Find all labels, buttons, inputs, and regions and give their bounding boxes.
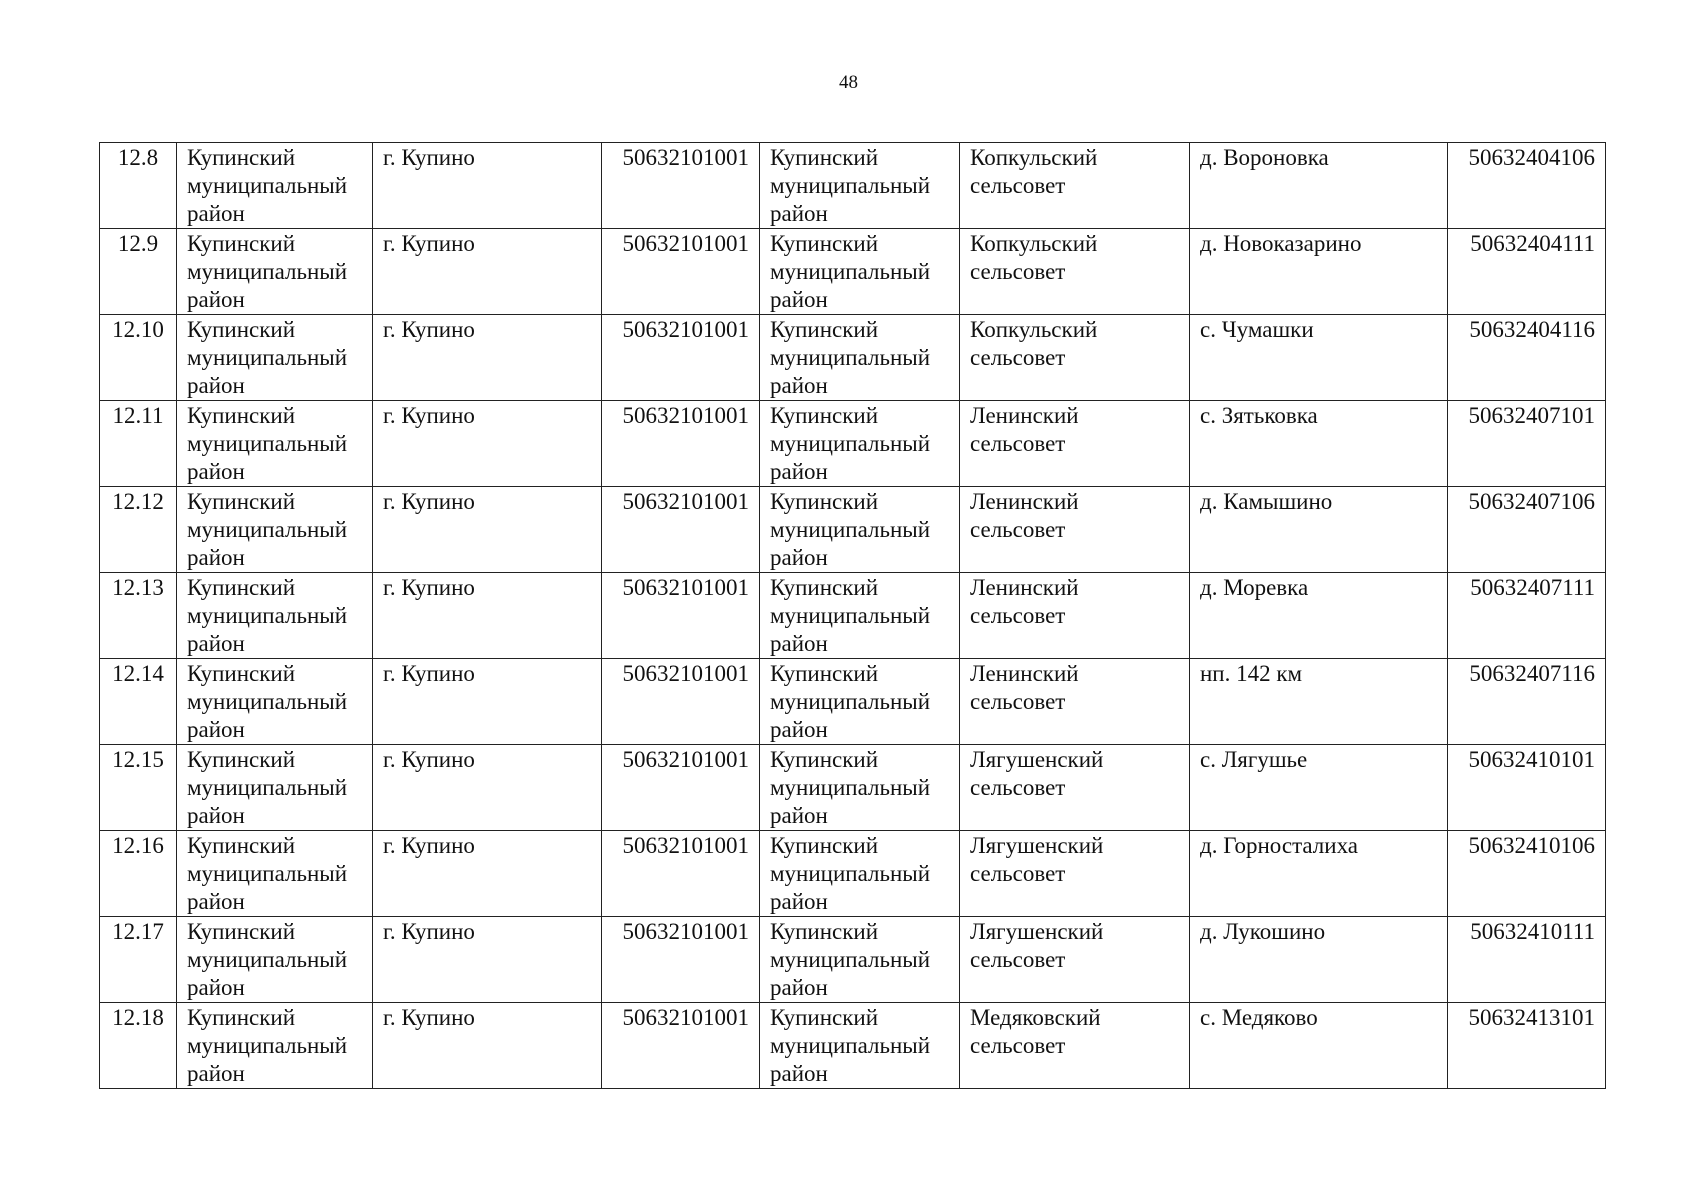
village-council-cell: Ленинский сельсовет [960, 659, 1190, 745]
admin-center-cell: г. Купино [373, 1003, 602, 1089]
table-row [100, 831, 1606, 917]
row-number-cell: 12.17 [100, 917, 177, 1003]
settlement-cell: д. Новоказарино [1190, 229, 1448, 315]
row-number-cell: 12.11 [100, 401, 177, 487]
settlement-code-cell: 50632407116 [1448, 659, 1606, 745]
admin-center-code-cell: 50632101001 [602, 831, 760, 917]
page-number: 48 [839, 72, 858, 93]
settlement-code-cell: 50632404111 [1448, 229, 1606, 315]
row-number-cell: 12.13 [100, 573, 177, 659]
table-row [100, 487, 1606, 573]
admin-center-cell: г. Купино [373, 831, 602, 917]
row-number-cell: 12.18 [100, 1003, 177, 1089]
settlement-code-cell: 50632404106 [1448, 143, 1606, 229]
district-cell: Купинский муниципальный район [177, 401, 373, 487]
settlement-code-cell: 50632410101 [1448, 745, 1606, 831]
row-number-cell: 12.15 [100, 745, 177, 831]
table-row [100, 745, 1606, 831]
admin-center-cell: г. Купино [373, 143, 602, 229]
settlement-code-cell: 50632407106 [1448, 487, 1606, 573]
settlements-table [99, 142, 1606, 1089]
admin-center-code-cell: 50632101001 [602, 917, 760, 1003]
admin-center-cell: г. Купино [373, 315, 602, 401]
table-row [100, 229, 1606, 315]
settlement-code-cell: 50632404116 [1448, 315, 1606, 401]
settlement-cell: д. Камышино [1190, 487, 1448, 573]
settlement-cell: д. Лукошино [1190, 917, 1448, 1003]
admin-center-cell: г. Купино [373, 745, 602, 831]
admin-center-code-cell: 50632101001 [602, 315, 760, 401]
admin-center-code-cell: 50632101001 [602, 573, 760, 659]
village-council-cell: Лягушенский сельсовет [960, 917, 1190, 1003]
table-row [100, 659, 1606, 745]
admin-center-cell: г. Купино [373, 917, 602, 1003]
settlement-cell: д. Моревка [1190, 573, 1448, 659]
village-council-cell: Копкульский сельсовет [960, 315, 1190, 401]
settlement-cell: с. Чумашки [1190, 315, 1448, 401]
municipal-district-cell: Купинский муниципальный район [760, 659, 960, 745]
table-row [100, 573, 1606, 659]
admin-center-cell: г. Купино [373, 487, 602, 573]
settlement-cell: с. Лягушье [1190, 745, 1448, 831]
settlement-cell: нп. 142 км [1190, 659, 1448, 745]
table-row [100, 917, 1606, 1003]
settlement-code-cell: 50632407101 [1448, 401, 1606, 487]
row-number-cell: 12.16 [100, 831, 177, 917]
district-cell: Купинский муниципальный район [177, 1003, 373, 1089]
district-cell: Купинский муниципальный район [177, 229, 373, 315]
village-council-cell: Лягушенский сельсовет [960, 831, 1190, 917]
row-number-cell: 12.8 [100, 143, 177, 229]
village-council-cell: Копкульский сельсовет [960, 143, 1190, 229]
settlement-code-cell: 50632413101 [1448, 1003, 1606, 1089]
admin-center-code-cell: 50632101001 [602, 1003, 760, 1089]
admin-center-code-cell: 50632101001 [602, 229, 760, 315]
district-cell: Купинский муниципальный район [177, 315, 373, 401]
village-council-cell: Копкульский сельсовет [960, 229, 1190, 315]
district-cell: Купинский муниципальный район [177, 745, 373, 831]
admin-center-cell: г. Купино [373, 401, 602, 487]
settlement-cell: с. Зятьковка [1190, 401, 1448, 487]
table-row [100, 401, 1606, 487]
village-council-cell: Медяковский сельсовет [960, 1003, 1190, 1089]
village-council-cell: Лягушенский сельсовет [960, 745, 1190, 831]
admin-center-code-cell: 50632101001 [602, 487, 760, 573]
village-council-cell: Ленинский сельсовет [960, 487, 1190, 573]
village-council-cell: Ленинский сельсовет [960, 573, 1190, 659]
table-row [100, 143, 1606, 229]
row-number-cell: 12.12 [100, 487, 177, 573]
municipal-district-cell: Купинский муниципальный район [760, 745, 960, 831]
district-cell: Купинский муниципальный район [177, 659, 373, 745]
municipal-district-cell: Купинский муниципальный район [760, 917, 960, 1003]
admin-center-cell: г. Купино [373, 573, 602, 659]
district-cell: Купинский муниципальный район [177, 487, 373, 573]
municipal-district-cell: Купинский муниципальный район [760, 229, 960, 315]
settlement-code-cell: 50632410111 [1448, 917, 1606, 1003]
row-number-cell: 12.14 [100, 659, 177, 745]
table-row [100, 315, 1606, 401]
district-cell: Купинский муниципальный район [177, 143, 373, 229]
admin-center-code-cell: 50632101001 [602, 143, 760, 229]
municipal-district-cell: Купинский муниципальный район [760, 315, 960, 401]
district-cell: Купинский муниципальный район [177, 573, 373, 659]
district-cell: Купинский муниципальный район [177, 831, 373, 917]
admin-center-code-cell: 50632101001 [602, 401, 760, 487]
table-row [100, 1003, 1606, 1089]
municipal-district-cell: Купинский муниципальный район [760, 1003, 960, 1089]
municipal-district-cell: Купинский муниципальный район [760, 401, 960, 487]
settlement-cell: д. Горносталиха [1190, 831, 1448, 917]
settlement-code-cell: 50632410106 [1448, 831, 1606, 917]
municipal-district-cell: Купинский муниципальный район [760, 831, 960, 917]
municipal-district-cell: Купинский муниципальный район [760, 487, 960, 573]
admin-center-code-cell: 50632101001 [602, 745, 760, 831]
settlement-code-cell: 50632407111 [1448, 573, 1606, 659]
municipal-district-cell: Купинский муниципальный район [760, 143, 960, 229]
settlement-cell: д. Вороновка [1190, 143, 1448, 229]
admin-center-cell: г. Купино [373, 229, 602, 315]
admin-center-cell: г. Купино [373, 659, 602, 745]
table-body [100, 143, 1606, 1089]
settlement-cell: с. Медяково [1190, 1003, 1448, 1089]
village-council-cell: Ленинский сельсовет [960, 401, 1190, 487]
municipal-district-cell: Купинский муниципальный район [760, 573, 960, 659]
row-number-cell: 12.9 [100, 229, 177, 315]
row-number-cell: 12.10 [100, 315, 177, 401]
admin-center-code-cell: 50632101001 [602, 659, 760, 745]
district-cell: Купинский муниципальный район [177, 917, 373, 1003]
